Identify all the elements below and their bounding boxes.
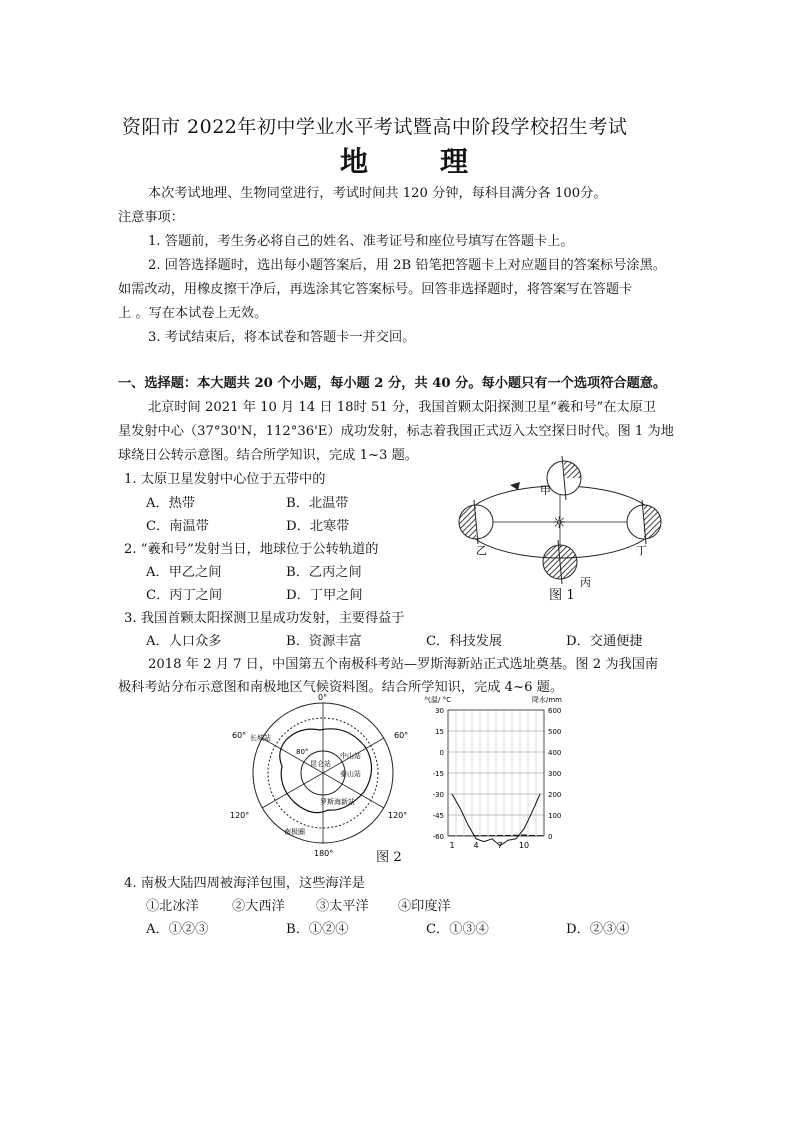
precip-bar — [449, 835, 455, 836]
q4-item-2: ②大西洋 — [232, 899, 285, 914]
temp-tick-label: 0 — [439, 749, 444, 757]
q3-option-b[interactable]: B．资源丰富 — [286, 634, 362, 649]
precip-tick-label: 0 — [548, 833, 553, 841]
figure-2-caption: 图 2 — [376, 850, 402, 865]
lat-label-80: 80° — [296, 748, 309, 756]
q1-option-a[interactable]: A．热带 — [146, 496, 196, 511]
lon-label-60w: 60° — [232, 731, 247, 740]
exam-title: 资阳市 2022年初中学业水平考试暨高中阶段学校招生考试 — [122, 116, 628, 138]
precip-tick-label: 300 — [548, 770, 562, 778]
passage1-line3: 球绕日公转示意图。结合所学知识，完成 1~3 题。 — [118, 448, 418, 463]
q4-option-b[interactable]: B．①②④ — [286, 922, 349, 937]
q3-option-d[interactable]: D．交通便捷 — [566, 634, 643, 649]
precip-bar — [497, 835, 503, 836]
lon-label-180: 180° — [314, 849, 334, 858]
subject-heading — [340, 140, 474, 180]
map-meridians — [262, 703, 384, 843]
q1-option-c[interactable]: C．南温带 — [146, 519, 209, 534]
subject-char-2: 理 — [440, 145, 475, 178]
lon-label-60e: 60° — [394, 731, 409, 740]
q2-option-b[interactable]: B．乙丙之间 — [286, 565, 362, 580]
month-tick-label: 4 — [473, 841, 479, 850]
question-2-stem: 2. “羲和号”发射当日，地球位于公转轨道的 — [124, 542, 379, 557]
earth-jia — [547, 456, 581, 500]
subject-char-1: 地 — [340, 145, 375, 178]
passage1-line2: 星发射中心（37°30'N，112°36'E）成功发射，标志着我国正式迈入太空探日时代。图 1 为地 — [118, 424, 674, 439]
station-zhongshan: 中山站 — [340, 752, 361, 760]
notice-item-2: 2. 回答选择题时，选出每小题答案后，用 2B 铅笔把答题卡上对应题目的答案标号涂黑。 — [148, 258, 666, 273]
station-taishan: 泰山站 — [340, 770, 361, 778]
station-rosshai: 罗斯海新站 — [320, 798, 355, 806]
question-4-stem: 4. 南极大陆四周被海洋包围，这些海洋是 — [124, 876, 365, 891]
precip-bar — [465, 835, 471, 836]
precip-bar — [489, 835, 495, 836]
intro-text: 本次考试地理、生物同堂进行，考试时间共 120 分钟，每科目满分各 100分。 — [148, 186, 607, 201]
q4-item-3: ③太平洋 — [316, 899, 369, 914]
passage2-line2: 极科考站分布示意图和南极地区气候资料图。结合所学知识，完成 4~6 题。 — [118, 680, 564, 695]
temp-tick-label: 30 — [435, 707, 444, 715]
precip-bar — [529, 835, 535, 836]
precip-bar — [457, 835, 463, 836]
q2-option-d[interactable]: D．丁甲之间 — [286, 588, 363, 603]
precip-tick-label: 400 — [548, 749, 562, 757]
passage1-line1: 北京时间 2021 年 10 月 14 日 18时 51 分，我国首颗太阳探测卫星“羲和号”在太原卫 — [148, 400, 656, 415]
section-heading: 一、选择题：本大题共 20 个小题，每小题 2 分，共 40 分。每小题只有一个选项符合题意。 — [118, 376, 667, 391]
passage2-line1: 2018 年 2 月 7 日，中国第五个南极科考站—罗斯海新站正式选址奠基。图 2 为我国南 — [148, 657, 659, 672]
earth-ding — [627, 500, 661, 544]
q4-item-4: ④印度洋 — [398, 899, 451, 914]
label-bing: 丙 — [580, 576, 591, 589]
precip-tick-label: 500 — [548, 728, 562, 736]
label-yi: 乙 — [476, 544, 487, 557]
month-tick-label: 1 — [449, 841, 455, 850]
q4-option-a[interactable]: A．①②③ — [146, 922, 209, 937]
precip-tick-label: 100 — [548, 812, 562, 820]
q4-option-c[interactable]: C．①③④ — [426, 922, 489, 937]
q2-option-a[interactable]: A．甲乙之间 — [146, 565, 222, 580]
month-tick-label: 10 — [518, 841, 530, 850]
notice-item-3: 3. 考试结束后，将本试卷和答题卡一并交回。 — [148, 330, 416, 345]
earth-yi — [459, 500, 493, 544]
q3-option-a[interactable]: A．人口众多 — [146, 634, 222, 649]
notice-item-2-cont2: 上 。写在本试卷上无效。 — [118, 306, 268, 321]
label-jia: 甲 — [540, 484, 551, 497]
temp-tick-label: 15 — [435, 728, 444, 736]
figure-1-caption: 图 1 — [549, 588, 575, 603]
q1-option-b[interactable]: B．北温带 — [286, 496, 349, 511]
question-1-stem: 1. 太原卫星发射中心位于五带中的 — [124, 472, 326, 487]
temp-tick-label: -30 — [432, 791, 444, 799]
precip-bar — [481, 835, 487, 836]
precip-tick-label: 600 — [548, 707, 562, 715]
axis-ticks — [433, 707, 562, 850]
station-changcheng: 长城站 — [250, 734, 271, 742]
precip-bar — [505, 835, 511, 836]
figure-1-orbit-diagram — [440, 452, 680, 602]
station-kunlun: 昆仑站 — [310, 760, 331, 768]
q4-option-d[interactable]: D．②③④ — [566, 922, 630, 937]
precip-tick-label: 200 — [548, 791, 562, 799]
q4-item-1: ①北冰洋 — [146, 899, 199, 914]
q3-option-c[interactable]: C．科技发展 — [426, 634, 503, 649]
lon-label-120e: 120° — [388, 811, 408, 820]
precip-axis-title: 降水/mm — [532, 696, 562, 704]
figure-2-climate-chart — [420, 692, 580, 852]
sun-icon: ☼ — [552, 513, 567, 532]
lon-label-120w: 120° — [230, 811, 250, 820]
label-ding: 丁 — [636, 544, 647, 557]
temp-tick-label: -45 — [432, 812, 444, 820]
question-3-stem: 3. 我国首颗太阳探测卫星成功发射，主要得益于 — [124, 611, 405, 626]
q2-option-c[interactable]: C．丙丁之间 — [146, 588, 223, 603]
month-tick-label: 7 — [497, 841, 503, 850]
notice-heading: 注意事项： — [118, 210, 184, 225]
orbit-arrow — [510, 482, 520, 490]
figure-2-antarctic-map — [228, 690, 418, 860]
notice-item-1: 1. 答题前，考生务必将自己的姓名、准考证号和座位号填写在答题卡上。 — [148, 234, 574, 249]
temp-tick-label: -15 — [432, 770, 444, 778]
antarctic-circle-label: 南极圈 — [284, 828, 305, 836]
notice-item-2-cont: 如需改动，用橡皮擦干净后，再选涂其它答案标号。回答非选择题时，将答案写在答题卡 — [118, 282, 633, 297]
precip-bar — [537, 835, 543, 836]
temp-axis-title: 气温/ °C — [424, 696, 451, 704]
temp-tick-label: -60 — [432, 833, 444, 841]
precip-bar — [521, 835, 527, 836]
earth-bing — [543, 540, 577, 584]
q1-option-d[interactable]: D．北寒带 — [286, 519, 350, 534]
lon-label-0: 0° — [318, 693, 328, 702]
